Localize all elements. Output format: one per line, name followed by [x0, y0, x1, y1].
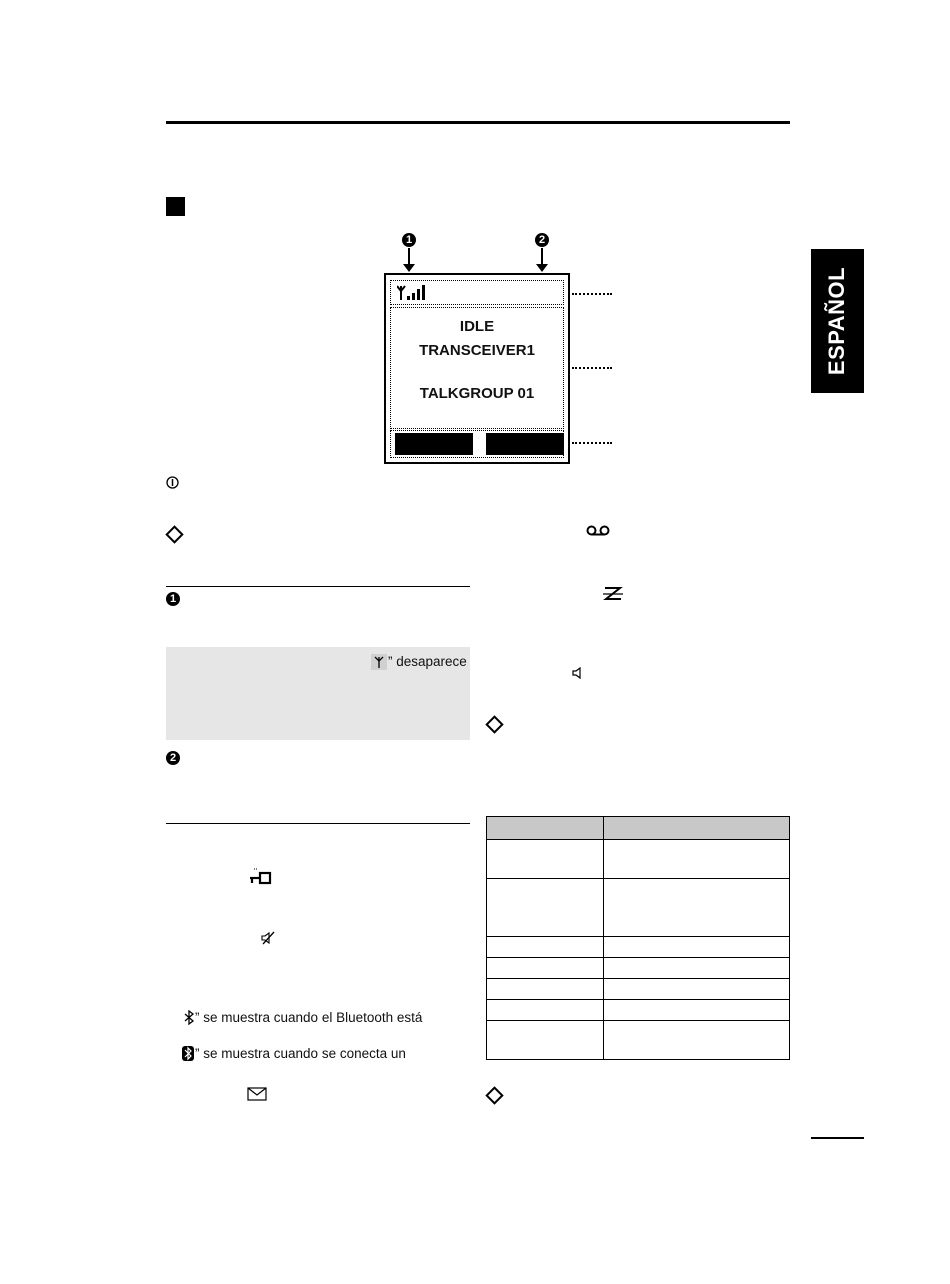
diamond-bullet-1	[165, 525, 183, 543]
diamond-bullet-3	[485, 1086, 503, 1104]
table-cell	[604, 937, 790, 958]
table-cell	[487, 979, 604, 1000]
table-header-row	[487, 817, 790, 840]
section-marker-square	[166, 197, 185, 216]
top-rule	[166, 121, 790, 124]
antenna-small-icon	[371, 654, 387, 670]
table-row	[487, 979, 790, 1000]
table-header-cell	[604, 817, 790, 840]
table-cell	[487, 937, 604, 958]
arrow-head-1	[403, 264, 415, 272]
table-row	[487, 840, 790, 879]
softkey-left	[395, 433, 473, 455]
language-label: ESPAÑOL	[824, 266, 850, 376]
bullet-1: 1	[166, 592, 180, 606]
table-cell	[487, 840, 604, 879]
envelope-icon	[247, 1087, 267, 1101]
bluetooth-icon	[183, 1010, 195, 1025]
table-cell	[487, 1000, 604, 1021]
page-number-rule	[811, 1137, 864, 1139]
lcd-softkey-zone	[390, 430, 564, 458]
softkey-right	[486, 433, 564, 455]
table-header-cell	[487, 817, 604, 840]
bluetooth-note: ” se muestra cuando el Bluetooth está	[195, 1010, 423, 1025]
speaker-icon	[572, 667, 584, 679]
leader-line-1	[572, 293, 612, 295]
table-cell	[487, 1021, 604, 1060]
language-side-tab	[811, 249, 864, 393]
info-circle-icon	[166, 476, 179, 489]
leader-line-3	[572, 442, 612, 444]
lcd-line-2: TRANSCEIVER1	[419, 342, 535, 359]
info-table	[486, 816, 790, 1060]
table-cell	[604, 840, 790, 879]
table-row	[487, 937, 790, 958]
antenna-signal-icon	[397, 284, 425, 302]
leader-line-2	[572, 367, 612, 369]
table-cell	[487, 958, 604, 979]
table-row	[487, 1021, 790, 1060]
arrow-head-2	[536, 264, 548, 272]
lcd-line-3: TALKGROUP 01	[419, 385, 535, 402]
diamond-bullet-2	[485, 715, 503, 733]
key-lock-icon	[248, 868, 272, 886]
table-cell	[604, 879, 790, 937]
lcd-icon-zone	[390, 280, 564, 305]
table-row	[487, 958, 790, 979]
section-rule-2	[166, 823, 470, 824]
table-cell	[604, 958, 790, 979]
table-row	[487, 879, 790, 937]
note-box-text: ” desaparece	[388, 654, 467, 669]
scan-z-icon	[603, 586, 623, 601]
callout-2: 2	[535, 233, 549, 247]
table-cell	[487, 879, 604, 937]
table-cell	[604, 979, 790, 1000]
table-cell	[604, 1000, 790, 1021]
section-rule-1	[166, 586, 470, 587]
bluetooth-box-icon	[181, 1045, 195, 1062]
table-cell	[604, 1021, 790, 1060]
bluetooth-connected-note: ” se muestra cuando se conecta un	[195, 1046, 406, 1061]
lcd-line-1: IDLE	[459, 318, 495, 335]
bullet-2: 2	[166, 751, 180, 765]
voicemail-tape-icon	[586, 525, 610, 538]
table-row	[487, 1000, 790, 1021]
lcd-text-zone	[390, 307, 564, 429]
callout-1: 1	[402, 233, 416, 247]
mute-slash-icon	[260, 930, 276, 946]
lcd-display	[384, 273, 570, 464]
